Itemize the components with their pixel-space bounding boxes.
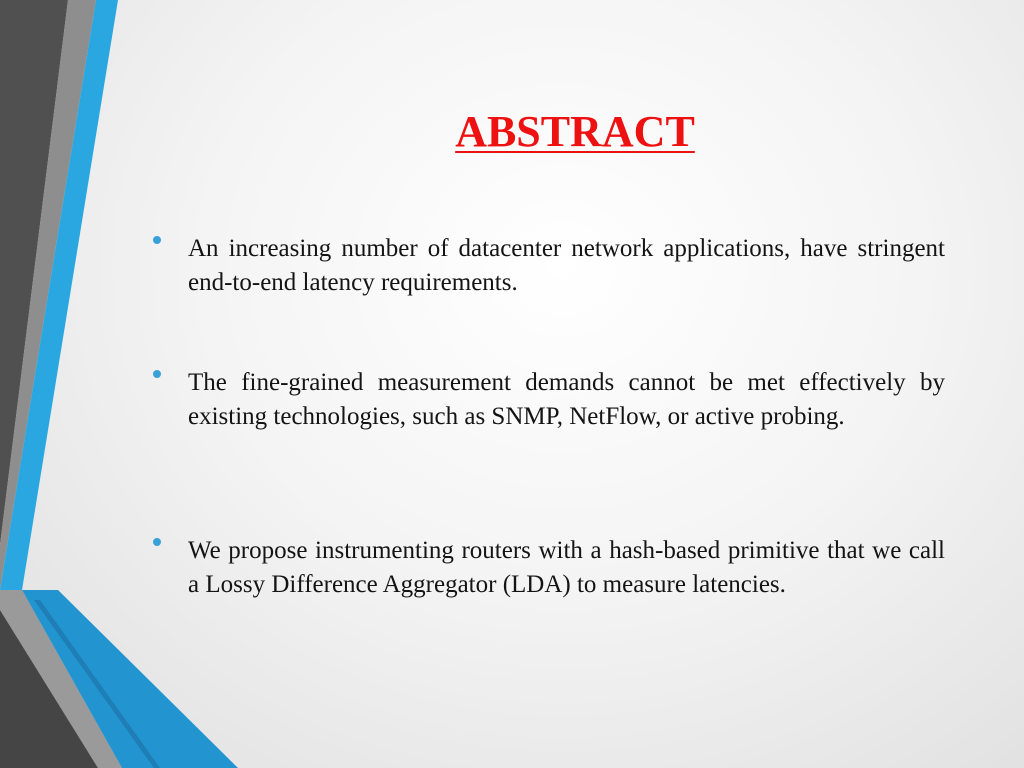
list-item xyxy=(150,534,945,602)
bullet-dot-icon xyxy=(153,370,161,378)
bullet-text: We propose instrumenting routers with a hash-based primitive that we call a Lossy Difference Aggregator (LDA) to measure latencies. xyxy=(188,537,945,598)
list-item xyxy=(150,232,945,300)
bullet-dot-icon xyxy=(153,236,161,244)
bullet-text: The fine-grained measurement demands cannot be met effectively by existing technologies, such as SNMP, NetFlow, or active probing. xyxy=(188,369,945,430)
slide-title: ABSTRACT xyxy=(455,107,695,156)
bullet-text: An increasing number of datacenter network applications, have stringent end-to-end latency requirements. xyxy=(188,235,945,296)
list-item xyxy=(150,366,945,434)
bullet-dot-icon xyxy=(153,538,161,546)
